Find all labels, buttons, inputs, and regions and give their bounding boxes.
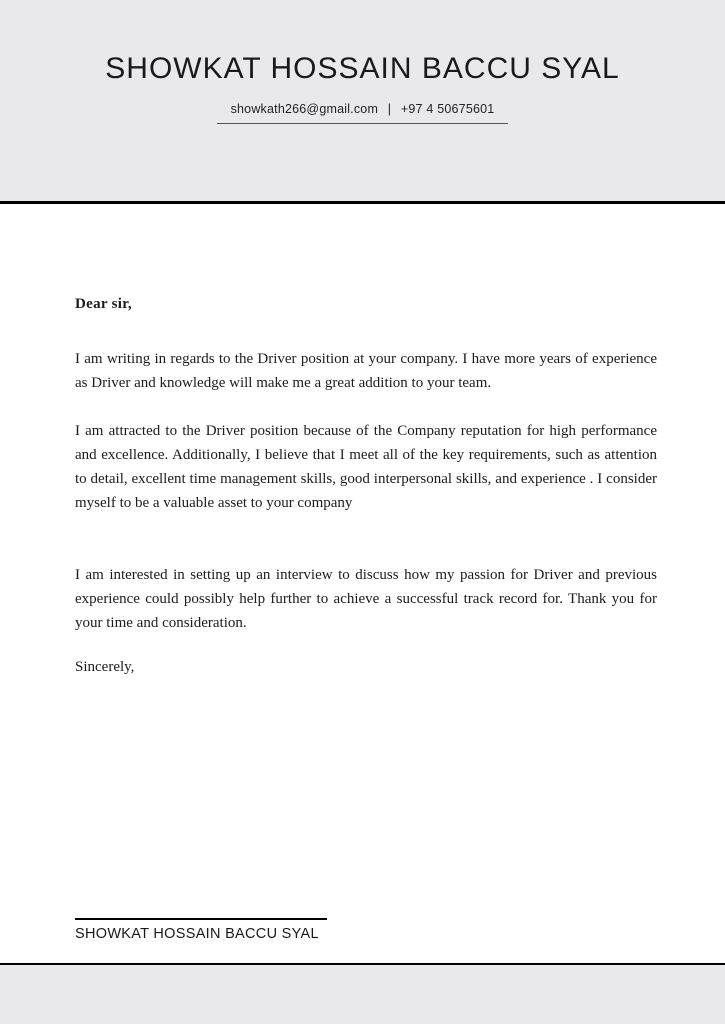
closing: Sincerely, — [75, 659, 135, 675]
contact-row — [0, 102, 725, 124]
email-text: showkath266@gmail.com — [230, 102, 379, 116]
letter-body — [0, 204, 725, 963]
signature-line — [75, 918, 327, 920]
letterhead — [0, 0, 725, 201]
applicant-name-heading: SHOWKAT HOSSAIN BACCU SYAL — [105, 52, 620, 85]
paragraph-qualifications: I am attracted to the Driver position because of the Company reputation for high performance and excellence. Additionally, I believe that I meet all of the key requirements, such as attention to detail, excellent time management skills, good interpersonal skills, and experience . I consider myself to be a valuable asset to your company — [75, 423, 657, 511]
paragraph-interview-request: I am interested in setting up an interview to discuss how my passion for Driver and previous experience could possibly help further to achieve a successful track record for. Thank you for your time and consideration. — [75, 567, 657, 631]
contact-info — [217, 102, 509, 124]
signature-name: SHOWKAT HOSSAIN BACCU SYAL — [75, 926, 319, 942]
salutation: Dear sir, — [75, 296, 132, 312]
phone-text: +97 4 50675601 — [400, 102, 495, 116]
contact-separator: | — [387, 102, 392, 116]
footer-band — [0, 965, 725, 1024]
signature-block — [75, 918, 327, 942]
paragraph-intro: I am writing in regards to the Driver position at your company. I have more years of experience as Driver and knowledge will make me a great addition to your team. — [75, 351, 657, 391]
